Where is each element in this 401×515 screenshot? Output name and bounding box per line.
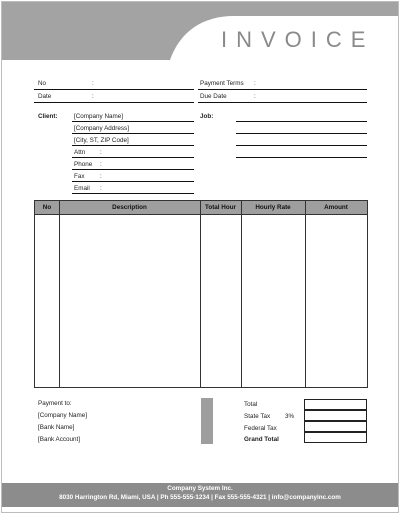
client-company-address[interactable]: [Company Address] (74, 125, 129, 132)
payment-to-label: Payment to: (38, 400, 72, 407)
header-amount: Amount (324, 204, 348, 211)
state-tax-label: State Tax (244, 413, 271, 420)
client-line-1 (72, 121, 194, 122)
client-company-name[interactable]: [Company Name] (74, 113, 123, 120)
fax-line[interactable] (72, 181, 194, 182)
state-tax-rate: 3% (285, 413, 295, 420)
job-line-1[interactable] (236, 121, 367, 122)
payment-terms-line[interactable] (198, 89, 367, 90)
due-date-line[interactable] (198, 102, 367, 103)
header-band (2, 2, 398, 60)
job-line-4[interactable] (236, 157, 367, 158)
client-label: Client: (38, 113, 58, 120)
federal-tax-label: Federal Tax (244, 425, 277, 432)
no-label: No (38, 80, 47, 87)
date-line[interactable] (34, 102, 194, 103)
attn-line[interactable] (72, 157, 194, 158)
email-line[interactable] (72, 193, 194, 194)
job-line-3[interactable] (236, 145, 367, 146)
grand-total-label: Grand Total (244, 436, 279, 443)
grand-total-box[interactable] (304, 432, 367, 443)
header-no: No (42, 204, 52, 211)
column-divider (305, 201, 306, 387)
fax-colon: : (100, 173, 102, 180)
total-label: Total (244, 401, 258, 408)
phone-label: Phone (74, 161, 93, 168)
total-box[interactable] (304, 399, 367, 410)
job-label: Job: (200, 113, 214, 120)
date-colon: : (92, 93, 94, 100)
invoice-title: INVOICE (221, 27, 375, 52)
attn-label: Attn (74, 149, 86, 156)
header-description: Description (112, 204, 147, 211)
phone-colon: : (100, 161, 102, 168)
summary-accent-bar (201, 398, 213, 444)
due-date-colon: : (254, 93, 256, 100)
client-city-st-zip[interactable]: [City, ST, ZIP Code] (74, 137, 129, 144)
payment-company-name[interactable]: [Company Name] (38, 412, 87, 419)
column-divider (59, 201, 60, 387)
payment-terms-label: Payment Terms (200, 80, 244, 87)
client-line-2 (72, 133, 194, 134)
due-date-label: Due Date (200, 93, 227, 100)
attn-colon: : (100, 149, 102, 156)
items-table (34, 200, 368, 388)
footer-address-line: 8030 Harrington Rd, Miami, USA | Ph 555-555-1234 | Fax 555-555-4321 | info@companyinc.com (59, 494, 341, 501)
email-label: Email (74, 185, 90, 192)
invoice-page (1, 1, 399, 513)
federal-tax-box[interactable] (304, 421, 367, 432)
job-line-2[interactable] (236, 133, 367, 134)
payment-bank-account[interactable]: [Bank Account] (38, 436, 81, 443)
email-colon: : (100, 185, 102, 192)
client-line-3 (72, 145, 194, 146)
footer-company: Company System Inc. (167, 485, 233, 492)
column-divider (241, 201, 242, 387)
payment-terms-colon: : (254, 80, 256, 87)
header-hourly-rate: Hourly Rate (255, 204, 291, 211)
fax-label: Fax (74, 173, 85, 180)
items-table-header (35, 201, 367, 215)
phone-line[interactable] (72, 169, 194, 170)
date-label: Date (38, 93, 52, 100)
no-colon: : (92, 80, 94, 87)
column-divider (200, 201, 201, 387)
no-line[interactable] (34, 89, 194, 90)
state-tax-box[interactable] (304, 410, 367, 421)
footer-band (2, 483, 398, 507)
header-total-hour: Total Hour (204, 204, 236, 211)
payment-bank-name[interactable]: [Bank Name] (38, 424, 75, 431)
